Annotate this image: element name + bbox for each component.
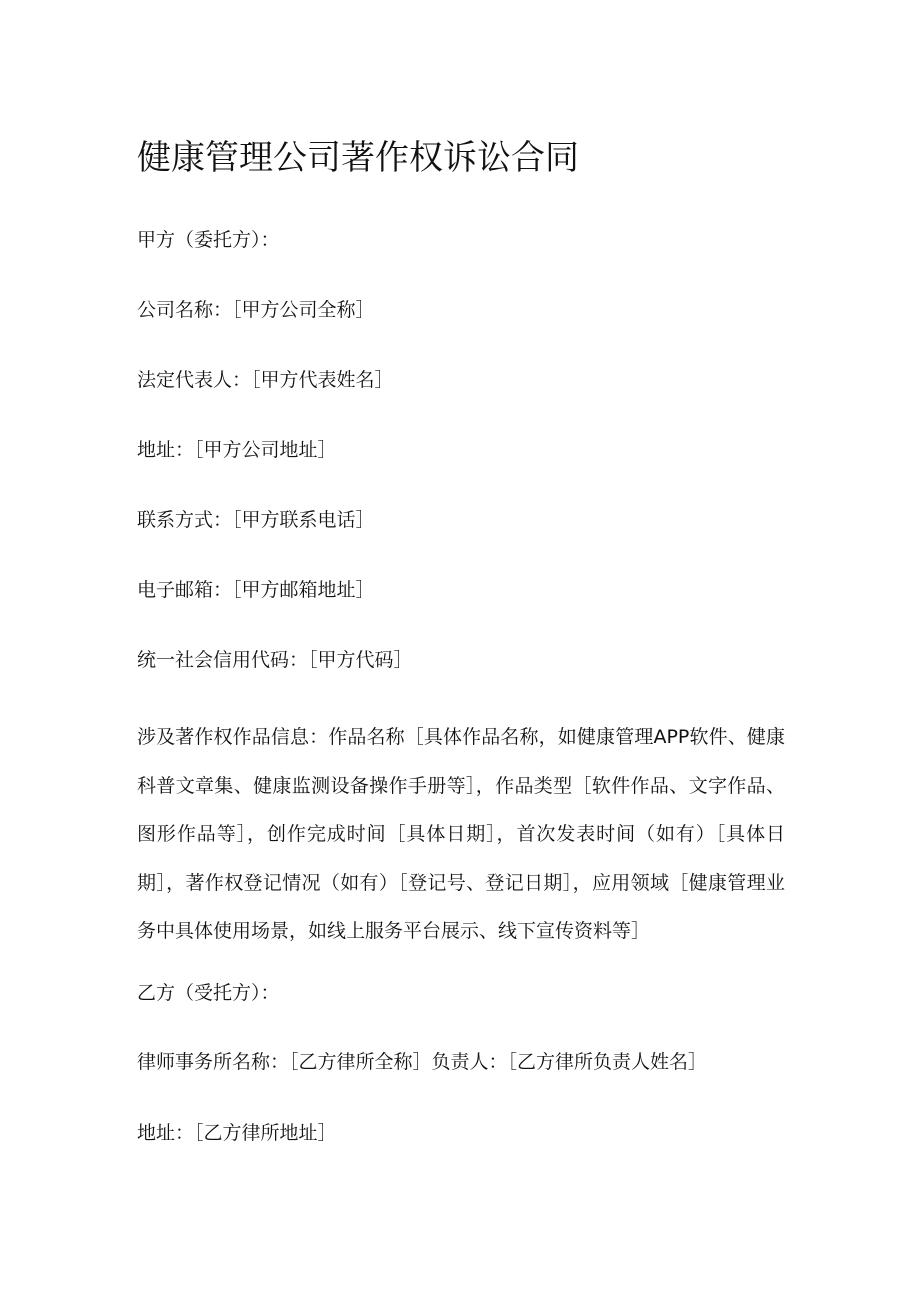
party-a-legal-representative: 法定代表人：［甲方代表姓名］: [137, 369, 394, 391]
party-a-email: 电子邮箱：［甲方邮箱地址］: [137, 579, 375, 601]
party-b-heading: 乙方（受托方）：: [137, 982, 280, 1004]
party-b-address: 地址：［乙方律所地址］: [137, 1122, 337, 1144]
party-a-heading: 甲方（委托方）：: [137, 229, 280, 251]
party-a-contact: 联系方式：［甲方联系电话］: [137, 509, 375, 531]
document-title: 健康管理公司著作权诉讼合同: [137, 138, 579, 178]
party-b-firm-and-head: 律师事务所名称：［乙方律所全称］负责人：［乙方律所负责人姓名］: [137, 1051, 708, 1073]
copyright-work-info: 涉及著作权作品信息：作品名称［具体作品名称，如健康管理APP软件、健康科普文章集、健康监测设备操作手册等］，作品类型［软件作品、文字作品、图形作品等］，创作完成时间［具体日期］，首次发表时间（如有）［具体日期］，著作权登记情况（如有）［登记号、登记日期］，应用领域［健康管理业务中具体使用场景，如线上服务平台展示、线下宣传资料等］: [137, 726, 785, 942]
party-a-company-name: 公司名称：［甲方公司全称］: [137, 299, 375, 321]
party-a-credit-code: 统一社会信用代码：［甲方代码］: [137, 649, 413, 671]
party-a-address: 地址：［甲方公司地址］: [137, 439, 337, 461]
